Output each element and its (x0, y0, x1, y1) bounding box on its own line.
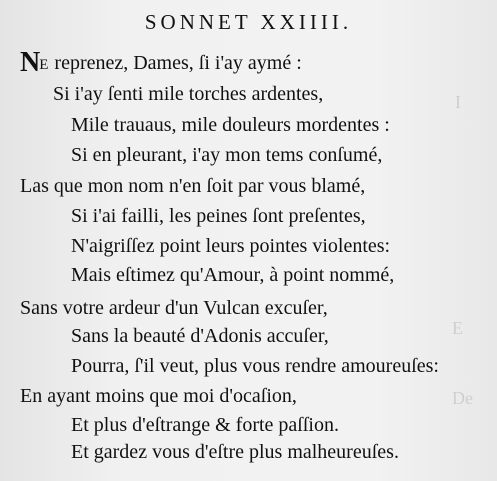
bleed-through-mark: I (455, 92, 461, 112)
verse-line-7: N'aigriſſez point leurs pointes violentes: (71, 235, 391, 257)
verse-line-10: Sans la beauté d'Adonis accuſer, (71, 325, 329, 347)
verse-line-text: reprenez, Dames, ſi i'ay aymé : (49, 52, 302, 74)
verse-line-4: Si en pleurant, i'ay mon tems conſumé, (71, 144, 383, 166)
bleed-through-mark: De (452, 388, 473, 408)
bleed-through-mark: E (452, 318, 463, 338)
verse-line-1 (20, 47, 302, 78)
verse-line-2: Si i'ay ſenti mile torches ardentes, (53, 83, 324, 105)
verse-line-5: Las que mon nom n'en ſoit par vous blamé, (20, 175, 366, 197)
verse-line-9: Sans votre ardeur d'un Vulcan excuſer, (20, 297, 328, 319)
drop-cap-letter: N (20, 47, 41, 78)
verse-line-11: Pourra, ſ'il veut, plus vous rendre amoureuſes: (71, 355, 439, 377)
verse-line-12: En ayant moins que moi d'ocaſion, (20, 385, 297, 407)
verse-line-13: Et plus d'eſtrange & forte paſſion. (71, 414, 339, 436)
verse-line-14: Et gardez vous d'eſtre plus malheureuſes. (71, 441, 399, 463)
verse-line-3: Mile trauaus, mile douleurs mordentes : (71, 114, 390, 136)
small-cap-letter: E (39, 57, 50, 73)
verse-line-8: Mais eſtimez qu'Amour, à point nommé, (71, 264, 395, 286)
verse-line-6: Si i'ai failli, les peines ſont preſentes, (71, 205, 366, 227)
sonnet-title: SONNET XXIIII. (144, 10, 353, 34)
